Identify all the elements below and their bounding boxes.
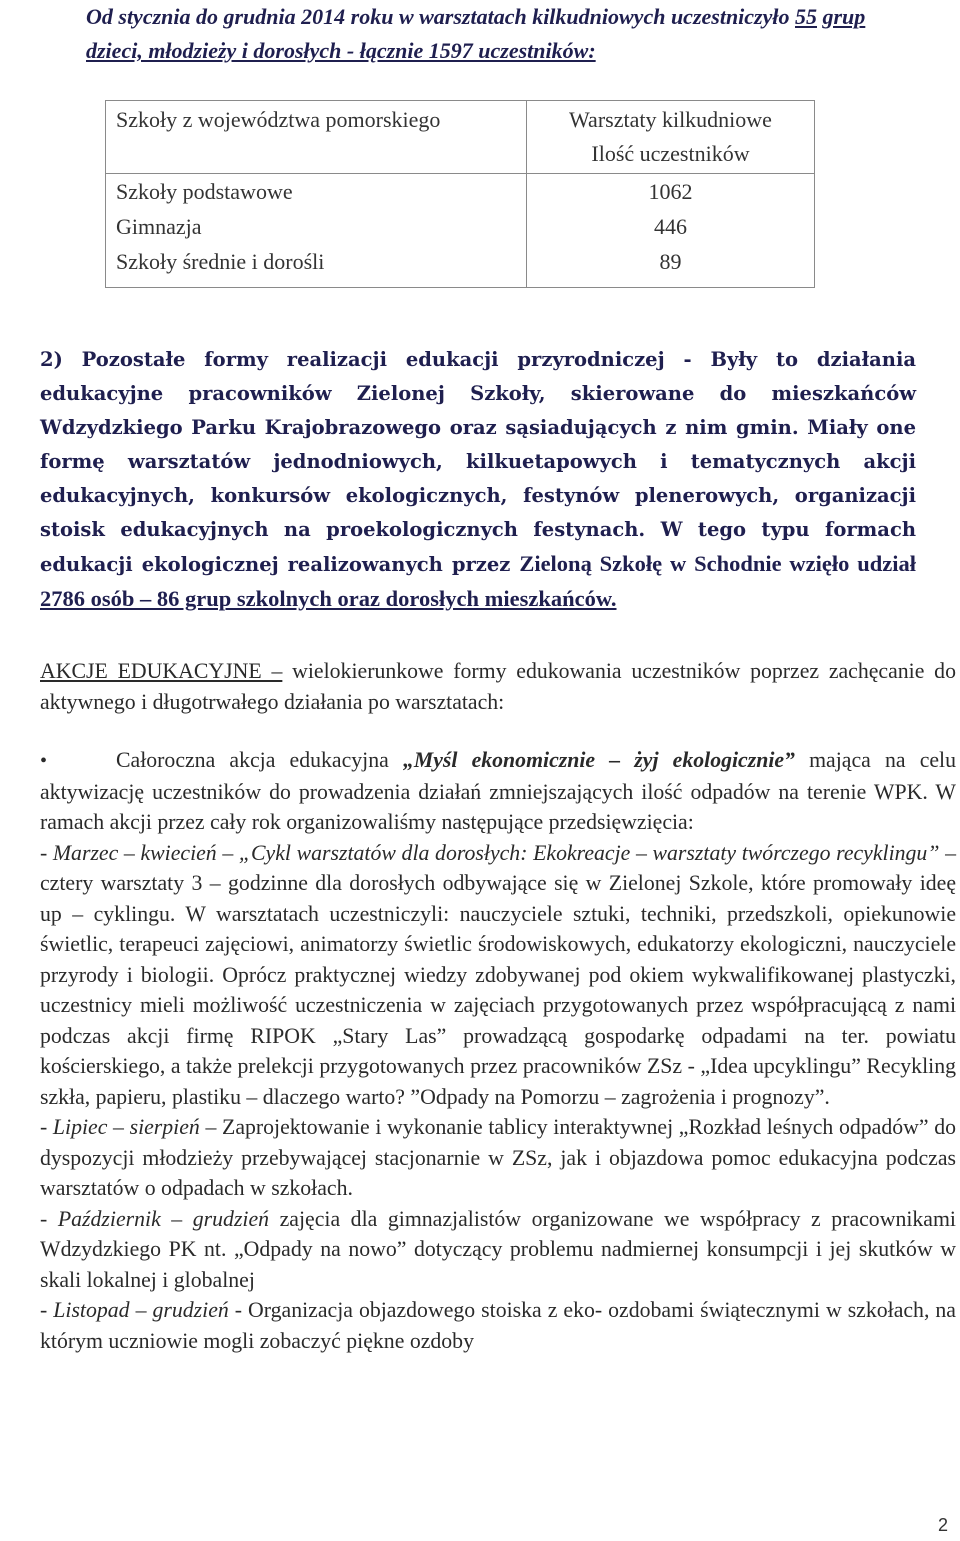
item-lead: - Listopad – grudzień <box>40 1298 229 1322</box>
section-2-text: 2) Pozostałe formy realizacji edukacji przyrodniczej - Były to działania edukacyjne pracowników Zielonej Szkoły, skierowane do mieszkańców Wdzydzkiego Parku Krajobrazowego oraz sąsiadujących z nim gmin. Miały one formę warsztatów jednodniowych, kilkuetapowych i tematycznych akcji edukacyjnych, konkursów ekologicznych, festynów plenerowych, organizacji stoisk edukacyjnych na proekologicznych festynach. W tego typu formach edukacji ekologicznej realizowanych przez <box>40 348 916 576</box>
row-value: 1062 <box>527 174 815 210</box>
intro-paragraph <box>86 0 916 68</box>
table-row <box>106 209 815 244</box>
header-line-1: Warsztaty kilkudniowe <box>569 107 772 132</box>
table-row <box>106 174 815 210</box>
list-item <box>40 838 956 1113</box>
section-2-serif: Zieloną Szkołę w Schodnie wzięło udział <box>519 551 916 576</box>
row-value: 89 <box>527 244 815 288</box>
list-item <box>40 1295 956 1356</box>
table-row <box>106 244 815 288</box>
page-number: 2 <box>938 1515 949 1535</box>
header-line-2: Ilość uczestników <box>591 141 750 166</box>
intro-text-2: grup dzieci, młodzieży i dorosłych - łącznie 1597 uczestników: <box>86 4 866 63</box>
section-2-underlined: 2786 osób – 86 grup szkolnych oraz dorosłych mieszkańców. <box>40 586 617 611</box>
akcje-text: wielokierunkowe formy edukowania uczestników poprzez zachęcanie do aktywnego i długotrwałego działania po warsztatach: <box>40 659 956 714</box>
action-rest: mająca na celu aktywizację uczestników do prowadzenia działań zmniejszających ilość odpadów na terenie WPK. W ramach akcji przez cały rok organizowaliśmy następujące przedsięwzięcia: <box>40 748 956 834</box>
action-intro: Całoroczna akcja edukacyjna <box>116 748 403 772</box>
bullet-icon: • <box>40 750 48 772</box>
intro-text: Od stycznia do grudnia 2014 roku w warsztatach kilkudniowych uczestniczyło <box>86 4 795 29</box>
action-title: „Myśl ekonomicznie – żyj ekologicznie” <box>402 748 795 772</box>
list-item <box>40 1204 956 1296</box>
table-header-schools: Szkoły z województwa pomorskiego <box>106 101 527 174</box>
item-text: – cztery warsztaty 3 – godzinne dla dorosłych odbywające się w Zielonej Szkole, które promowały ideę up – cyklingu. W warsztatach uczestniczyli: nauczyciele sztuki, techniki, przedszkoli, opiekunowie świetlic, terapeuci zajęciowi, animatorzy świetlic środowiskowych, edukatorzy ekologiczni, nauczyciele przyrody i biologii. Oprócz praktycznej wiedzy zdobywanej pod okiem wykwalifikowanej plastyczki, uczestnicy mieli możliwość uczestniczenia w zajęciach przygotowanych przez współpracującą z nami podczas akcji firmę RIPOK „Stary Las” prowadzącą gospodarkę odpadami na ter. powiatu kościerskiego, a także prelekcji przygotowanych przez pracowników ZSz - „Idea upcyklingu” Recykling szkła, papieru, plastiku – dlaczego warto? ”Odpady na Pomorzu – zagrożenia i prognozy”. <box>40 840 956 1109</box>
participants-table <box>105 100 815 288</box>
item-lead: - Październik – grudzień <box>40 1206 270 1231</box>
action-block <box>40 745 956 1356</box>
item-text: zajęcia dla gimnazjalistów organizowane we współpracy z pracownikami Wdzydzkiego PK nt. „Odpady na nowo” dotyczący problemu nadmiernej konsumpcji i jej skutków w skali lokalnej i globalnej <box>40 1206 956 1292</box>
table-header-workshops <box>527 101 815 174</box>
item-text: - Organizacja objazdowego stoiska z eko- ozdobami świątecznymi w szkołach, na którym uczniowie mogli zobaczyć piękne ozdoby <box>40 1298 956 1353</box>
groups-count: 55 <box>795 4 817 29</box>
akcje-paragraph <box>40 656 956 717</box>
row-label: Szkoły średnie i dorośli <box>106 244 527 288</box>
item-lead: - Lipiec – sierpień – <box>40 1115 217 1139</box>
action-intro-paragraph <box>40 745 956 838</box>
item-text: Zaprojektowanie i wykonanie tablicy interaktywnej „Rozkład leśnych odpadów” do dyspozycji młodzieży przebywającej stacjonarnie w ZSz, jak i objazdowa pomoc edukacyjna podczas warsztatów o odpadach w szkołach. <box>40 1115 956 1200</box>
list-item <box>40 1112 956 1204</box>
row-value: 446 <box>527 209 815 244</box>
akcje-title: AKCJE EDUKACYJNE – <box>40 659 283 683</box>
item-lead: - Marzec – kwiecień – „Cykl warsztatów dla dorosłych: Ekokreacje – warsztaty twórczego recyklingu” <box>40 840 940 865</box>
section-2-paragraph <box>40 343 916 617</box>
row-label: Gimnazja <box>106 209 527 244</box>
row-label: Szkoły podstawowe <box>106 174 527 210</box>
